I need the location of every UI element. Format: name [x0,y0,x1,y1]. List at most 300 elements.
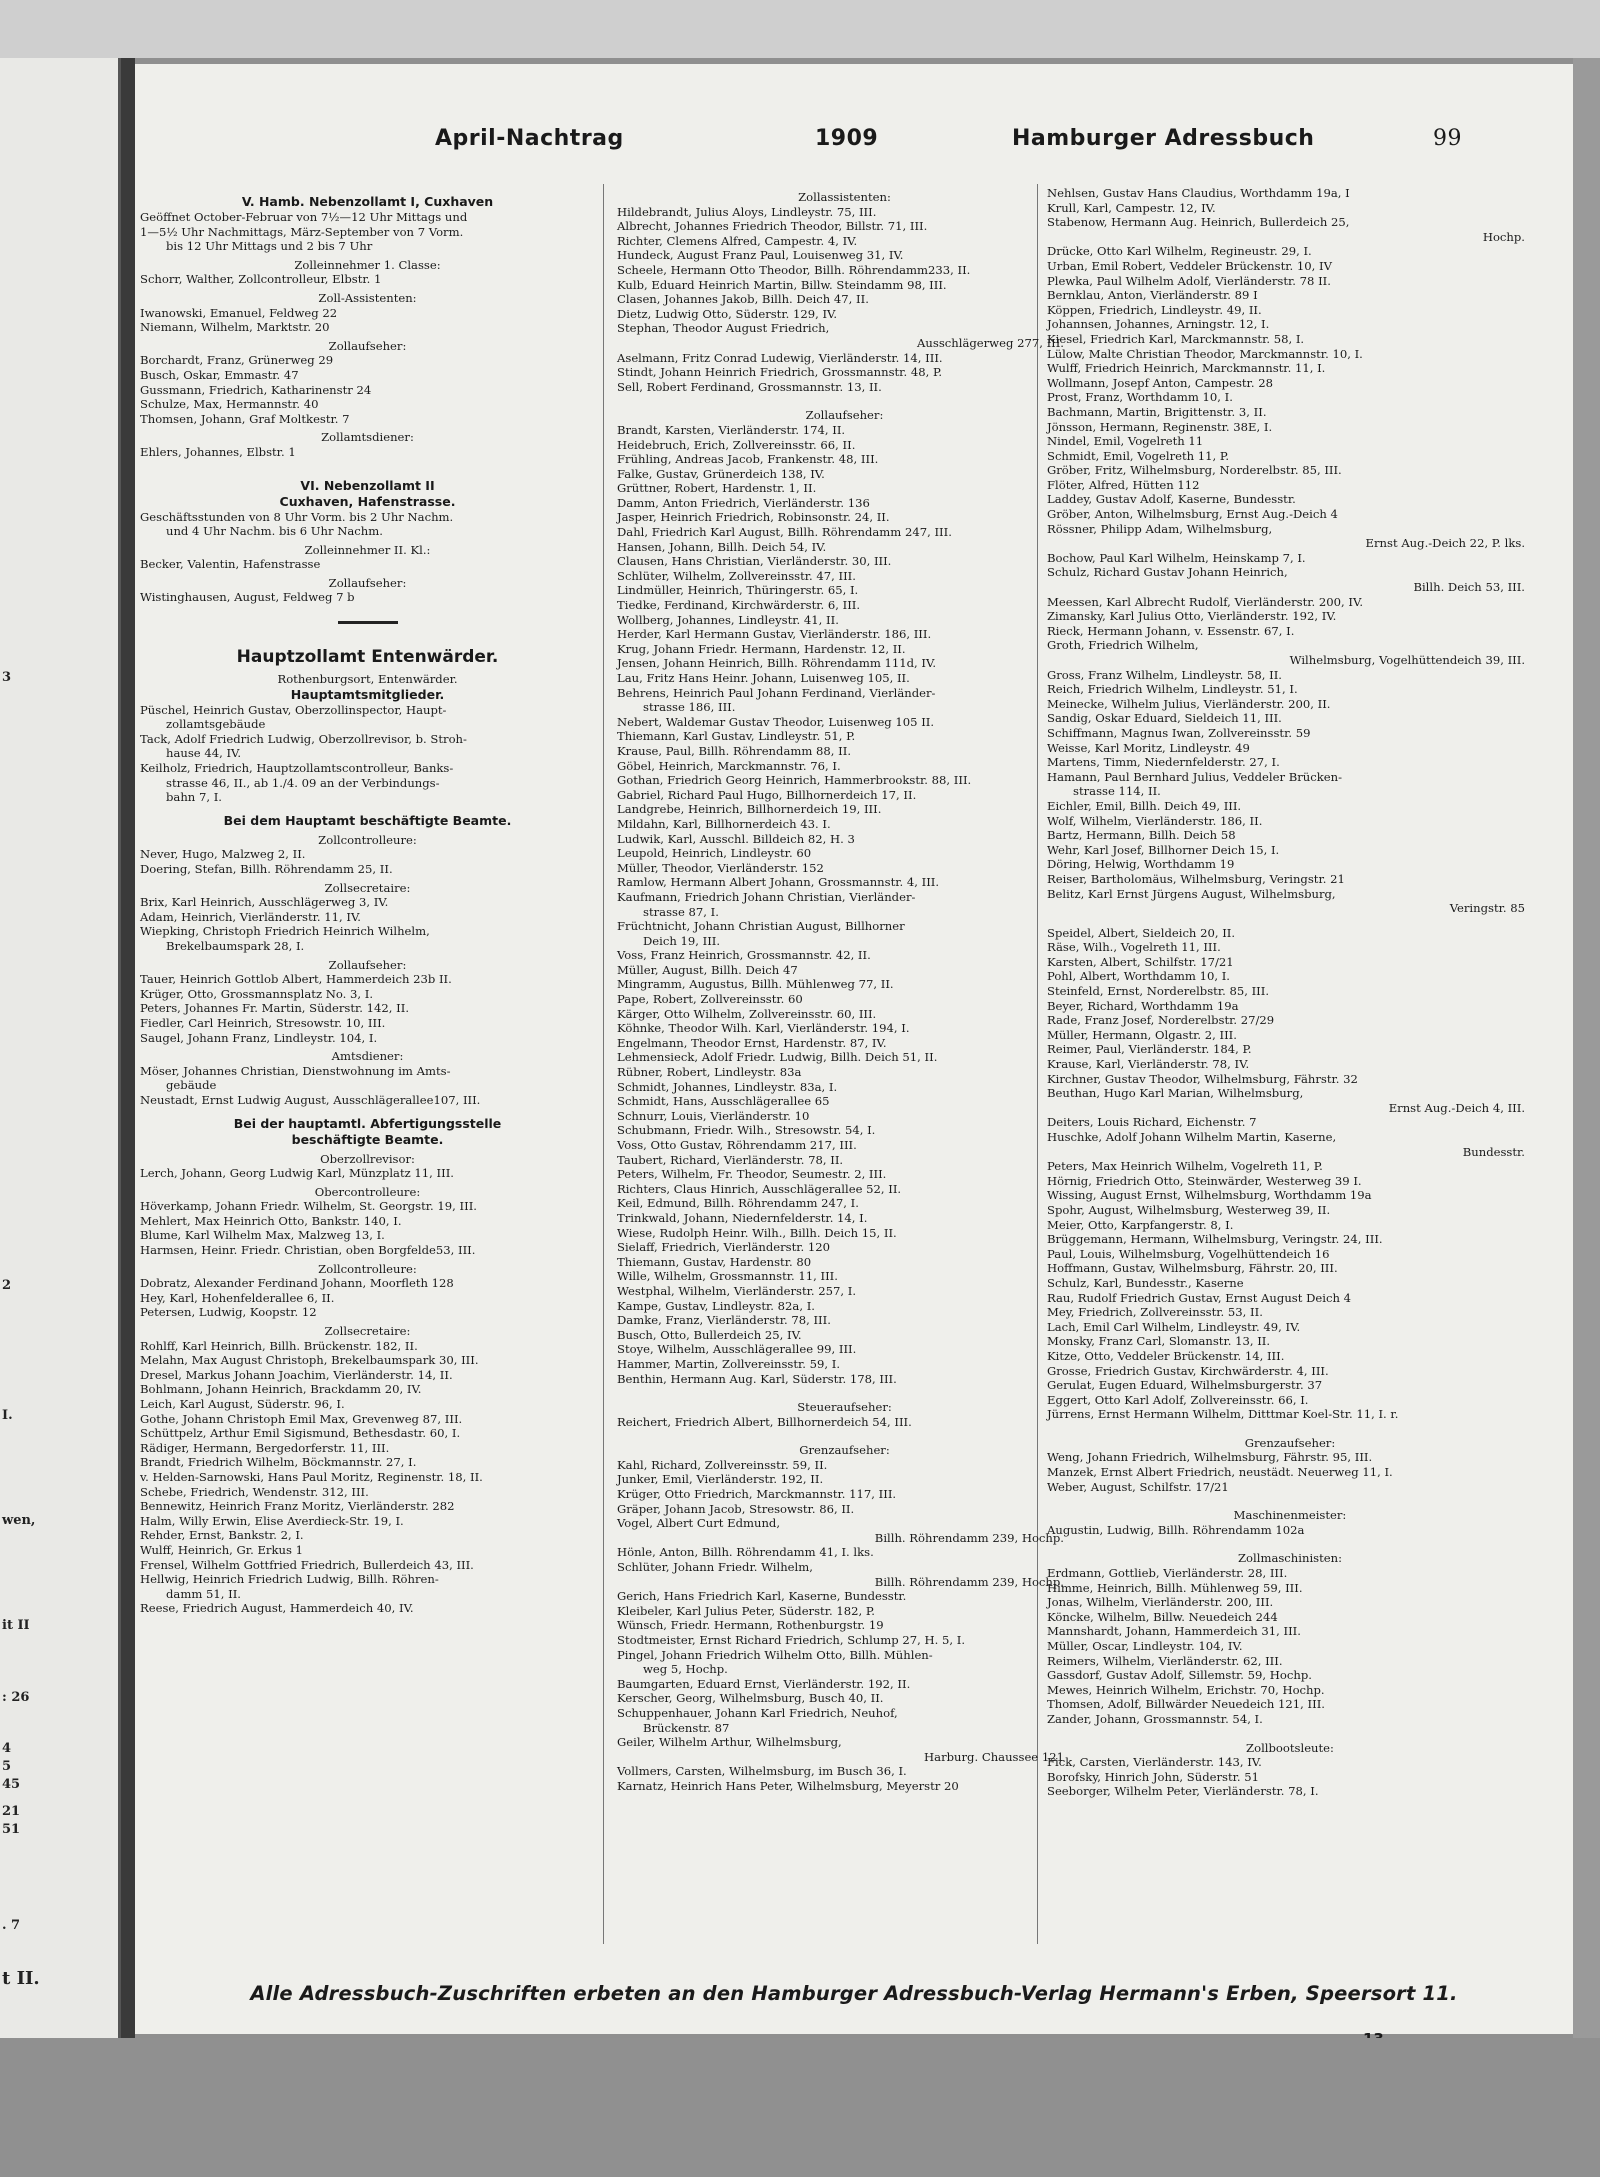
entry-line: Gräper, Johann Jacob, Stresowstr. 86, II. [617,1501,855,1516]
entry-line: Gerich, Hans Friedrich Karl, Kaserne, Bundesstr. [617,1589,907,1604]
entry-line: Reese, Friedrich August, Hammerdeich 40, IV. [140,1601,414,1616]
entry-line: Urban, Emil Robert, Veddeler Brückenstr. 10, IV [1047,258,1332,273]
entry-line: Krause, Karl, Vierländerstr. 78, IV. [1047,1057,1250,1072]
entry-line: Busch, Otto, Bullerdeich 25, IV. [617,1327,802,1342]
entry-line: Borchardt, Franz, Grünerweg 29 [140,353,334,368]
section-subheading: Zollamtsdiener: [321,430,414,445]
entry-line: Clasen, Johannes Jakob, Billh. Deich 47, II. [617,292,869,307]
left-fragment: it II [2,1618,30,1633]
section-subheading: Oberzollrevisor: [320,1151,415,1166]
entry-continuation: Deich 19, III. [643,933,721,948]
entry-line: Halm, Willy Erwin, Elise Averdieck-Str. 19, I. [140,1513,404,1528]
left-fragment: wen, [2,1513,36,1528]
header-left: April-Nachtrag [435,126,624,151]
entry-line: Stoye, Wilhelm, Ausschlägerallee 99, III. [617,1342,857,1357]
entry-line: Tauer, Heinrich Gottlob Albert, Hammerdeich 23b II. [140,972,452,987]
section-subheading: Zollaufseher: [328,575,407,590]
entry-line: Bartz, Hermann, Billh. Deich 58 [1047,828,1236,843]
section-subheading: Zollcontrolleure: [318,832,417,847]
entry-line: Augustin, Ludwig, Billh. Röhrendamm 102a [1047,1522,1305,1537]
entry-continuation: strasse 114, II. [1073,784,1161,799]
entry-line: Köhnke, Theodor Wilh. Karl, Vierländerstr. 194, I. [617,1021,910,1036]
entry-continuation: damm 51, II. [166,1586,241,1601]
section-subheading: Zollsecretaire: [324,880,411,895]
entry-line: Wolf, Wilhelm, Vierländerstr. 186, II. [1047,813,1263,828]
entry-line: Thomsen, Johann, Graf Moltkestr. 7 [140,411,350,426]
entry-line: Baumgarten, Eduard Ernst, Vierländerstr. 192, II. [617,1676,911,1691]
entry-line: Kaufmann, Friedrich Johann Christian, Vierländer- [617,889,916,904]
entry-line: Becker, Valentin, Hafenstrasse [140,557,321,572]
entry-line: Pape, Robert, Zollvereinsstr. 60 [617,992,803,1007]
entry-line: Schlüter, Johann Friedr. Wilhelm, [617,1560,813,1575]
entry-line: Seeborger, Wilhelm Peter, Vierländerstr. 78, I. [1047,1784,1319,1799]
section-heading: Bei der hauptamtl. Abfertigungsstelle [233,1115,502,1131]
entry-line: Sandig, Oskar Eduard, Sieldeich 11, III. [1047,711,1282,726]
entry-line: Weng, Johann Friedrich, Wilhelmsburg, Fährstr. 95, III. [1047,1450,1373,1465]
entry-line: Melahn, Max August Christoph, Brekelbaumspark 30, III. [140,1353,479,1368]
entry-line: Schlüter, Wilhelm, Zollvereinsstr. 47, III. [617,568,856,583]
entry-line: Mingramm, Augustus, Billh. Mühlenweg 77, II. [617,977,894,992]
left-fragment: 5 [2,1759,12,1774]
entry-line: Krüger, Otto Friedrich, Marckmannstr. 117, III. [617,1487,897,1502]
left-fragment: 4 [2,1741,12,1756]
entry-line: Schulze, Max, Hermannstr. 40 [140,397,319,412]
entry-line: Erdmann, Gottlieb, Vierländerstr. 28, III. [1047,1566,1288,1581]
entry-line: Lehmensieck, Adolf Friedr. Ludwig, Billh. Deich 51, II. [617,1050,938,1065]
entry-line: Kulb, Eduard Heinrich Martin, Billw. Steindamm 98, III. [617,277,947,292]
entry-line: Meinecke, Wilhelm Julius, Vierländerstr. 200, II. [1047,696,1331,711]
left-fragment: 45 [2,1777,21,1792]
entry-line: Wiese, Rudolph Heinr. Wilh., Billh. Deich 15, II. [617,1225,897,1240]
entry-line: Gussmann, Friedrich, Katharinenstr 24 [140,382,372,397]
entry-continuation: Billh. Deich 53, III. [1413,580,1525,595]
entry-line: Gross, Franz Wilhelm, Lindleystr. 58, II. [1047,667,1282,682]
entry-line: Weber, August, Schilfstr. 17/21 [1047,1479,1229,1494]
entry-line: Meessen, Karl Albrecht Rudolf, Vierländerstr. 200, IV. [1047,594,1364,609]
section-subheading: Zollaufseher: [328,957,407,972]
entry-line: Hundeck, August Franz Paul, Louisenweg 31, IV. [617,248,904,263]
entry-line: Taubert, Richard, Vierländerstr. 78, II. [617,1152,844,1167]
entry-line: Jensen, Johann Heinrich, Billh. Röhrendamm 111d, IV. [617,656,937,671]
entry-line: Geschäftsstunden von 8 Uhr Vorm. bis 2 Uhr Nachm. [140,509,454,524]
entry-line: Nebert, Waldemar Gustav Theodor, Luisenweg 105 II. [617,714,935,729]
entry-line: Krüger, Otto, Grossmannsplatz No. 3, I. [140,986,374,1001]
entry-line: Behrens, Heinrich Paul Johann Ferdinand, Vierländer- [617,685,936,700]
entry-line: Richter, Clemens Alfred, Campestr. 4, IV. [617,233,858,248]
running-head [135,126,1573,166]
footer-notice: Alle Adressbuch-Zuschriften erbeten an den Hamburger Adressbuch-Verlag Hermann's Erben, Speersort 11. [250,1982,1458,2005]
entry-line: Kiesel, Friedrich Karl, Marckmannstr. 58, I. [1047,331,1305,346]
entry-line: Saugel, Johann Franz, Lindleystr. 104, I. [140,1030,378,1045]
entry-continuation: bis 12 Uhr Mittags und 2 bis 7 Uhr [166,239,373,254]
entry-line: Karnatz, Heinrich Hans Peter, Wilhelmsburg, Meyerstr 20 [617,1778,959,1793]
entry-line: Krull, Karl, Campestr. 12, IV. [1047,200,1216,215]
entry-line: Tack, Adolf Friedrich Ludwig, Oberzollrevisor, b. Stroh- [140,731,467,746]
entry-line: Pohl, Albert, Worthdamm 10, I. [1047,969,1230,984]
spacer [1047,1727,1533,1737]
divider-rule [338,621,398,624]
entry-line: Hörnig, Friedrich Otto, Steinwärder, Westerweg 39 I. [1047,1173,1362,1188]
entry-continuation: strasse 46, II., ab 1./4. 09 an der Verbindungs- [166,775,440,790]
entry-line: Rau, Rudolf Friedrich Gustav, Ernst August Deich 4 [1047,1290,1351,1305]
entry-line: Rädiger, Hermann, Bergedorferstr. 11, III. [140,1440,390,1455]
entry-line: Harmsen, Heinr. Friedr. Christian, oben Borgfelde53, III. [140,1243,476,1258]
entry-line: Mehlert, Max Heinrich Otto, Bankstr. 140, I. [140,1213,402,1228]
entry-line: v. Helden-Sarnowski, Hans Paul Moritz, Reginenstr. 18, II. [140,1469,483,1484]
entry-continuation: strasse 186, III. [643,700,736,715]
entry-line: Bohlmann, Johann Heinrich, Brackdamm 20, IV. [140,1382,422,1397]
section-subheading: Zollaufseher: [328,338,407,353]
column-2 [617,186,1072,1946]
entry-continuation: Hochp. [1482,229,1525,244]
entry-line: Martens, Timm, Niedernfelderstr. 27, I. [1047,755,1280,770]
section-subheading: Zollassistenten: [798,190,891,204]
entry-continuation: Brekelbaumspark 28, I. [166,938,305,953]
entry-line: Lau, Fritz Hans Heinr. Johann, Luisenweg 105, II. [617,671,910,685]
entry-continuation: gebäude [166,1078,217,1093]
entry-line: Belitz, Karl Ernst Jürgens August, Wilhelmsburg, [1047,886,1336,901]
entry-line: Steinfeld, Ernst, Norderelbstr. 85, III. [1047,984,1270,999]
entry-continuation: zollamtsgebäude [166,717,266,732]
entry-line: Dahl, Friedrich Karl August, Billh. Röhrendamm 247, III. [617,525,952,540]
spacer [1047,1494,1533,1504]
entry-line: Müller, Oscar, Lindleystr. 104, IV. [1047,1639,1243,1653]
entry-line: Jönsson, Hermann, Reginenstr. 38E, I. [1047,419,1273,434]
entry-line: Aselmann, Fritz Conrad Ludewig, Vierländerstr. 14, III. [617,350,943,365]
left-fragment: : 26 [2,1690,30,1705]
entry-line: Voss, Franz Heinrich, Grossmannstr. 42, II. [617,948,871,963]
entry-line: Groth, Friedrich Wilhelm, [1047,638,1199,653]
entry-line: Sell, Robert Ferdinand, Grossmannstr. 13, II. [617,379,882,394]
entry-line: Schuppenhauer, Johann Karl Friedrich, Neuhof, [617,1705,898,1720]
entry-line: Lülow, Malte Christian Theodor, Marckmannstr. 10, I. [1047,346,1363,361]
entry-line: Hildebrandt, Julius Aloys, Lindleystr. 75, III. [617,204,877,219]
left-fragment: . 7 [2,1918,21,1933]
entry-line: Reiser, Bartholomäus, Wilhelmsburg, Veringstr. 21 [1047,871,1345,886]
entry-line: Beuthan, Hugo Karl Marian, Wilhelmsburg, [1047,1086,1304,1101]
entry-line: Kahl, Richard, Zollvereinsstr. 59, II. [617,1457,828,1472]
spacer [617,1429,1072,1439]
entry-line: Plewka, Paul Wilhelm Adolf, Vierländerstr. 78 II. [1047,273,1331,288]
entry-line: Brandt, Karsten, Vierländerstr. 174, II. [617,422,846,437]
entry-line: Göbel, Heinrich, Marckmannstr. 76, I. [617,758,841,773]
left-fragment: 51 [2,1822,21,1837]
scan-right-edge [1573,58,1600,2177]
entry-line: Doering, Stefan, Billh. Röhrendamm 25, II. [140,862,393,876]
entry-line: Jasper, Heinrich Friedrich, Robinsonstr. 24, II. [617,510,890,525]
entry-line: Köncke, Wilhelm, Billw. Neuedeich 244 [1047,1609,1278,1624]
section-subheading: Steueraufseher: [797,1400,892,1415]
scan-background [0,0,1600,58]
entry-line: Jonas, Wilhelm, Vierländerstr. 200, III. [1047,1595,1274,1610]
entry-continuation: Bundesstr. [1462,1144,1525,1159]
entry-line: Damm, Anton Friedrich, Vierländerstr. 136 [617,495,870,510]
header-year: 1909 [815,126,879,151]
entry-line: Rössner, Philipp Adam, Wilhelmsburg, [1047,521,1273,536]
entry-line: Stindt, Johann Heinrich Friedrich, Grossmannstr. 48, P. [617,365,943,380]
entry-line: Wehr, Karl Josef, Billhorner Deich 15, I. [1047,842,1280,857]
entry-line: Schorr, Walther, Zollcontrolleur, Elbstr. 1 [140,272,382,287]
entry-line: Peters, Wilhelm, Fr. Theodor, Seumestr. 2, III. [617,1167,887,1182]
entry-continuation: hause 44, IV. [166,746,242,761]
entry-line: Müller, Theodor, Vierländerstr. 152 [617,860,824,875]
entry-line: Herder, Karl Hermann Gustav, Vierländerstr. 186, III. [617,627,932,642]
entry-line: Schiffmann, Magnus Iwan, Zollvereinsstr. 59 [1047,725,1311,740]
entry-line: Kerscher, Georg, Wilhelmsburg, Busch 40, II. [617,1691,884,1706]
section-subheading: Zollsecretaire: [324,1324,411,1339]
entry-line: Himme, Heinrich, Billh. Mühlenweg 59, III. [1047,1580,1303,1595]
entry-line: Wünsch, Friedr. Hermann, Rothenburgstr. 19 [617,1618,884,1633]
entry-line: Räse, Wilh., Vogelreth 11, III. [1047,940,1221,955]
entry-line: Köppen, Friedrich, Lindleystr. 49, II. [1047,302,1262,317]
section-heading: V. Hamb. Nebenzollamt I, Cuxhaven [241,194,494,209]
section-subheading: Amtsdiener: [331,1049,404,1064]
entry-line: Müller, Hermann, Olgastr. 2, III. [1047,1027,1237,1042]
entry-line: Gröber, Fritz, Wilhelmsburg, Norderelbstr. 85, III. [1047,463,1342,478]
entry-line: Meier, Otto, Karpfangerstr. 8, I. [1047,1217,1234,1232]
entry-line: Dietz, Ludwig Otto, Süderstr. 129, IV. [617,306,838,321]
entry-line: Junker, Emil, Vierländerstr. 192, II. [617,1472,824,1487]
entry-line: Schmidt, Johannes, Lindleystr. 83a, I. [617,1079,838,1094]
entry-line: Deiters, Louis Richard, Eichenstr. 7 [1047,1115,1257,1130]
entry-line: Jürrens, Ernst Hermann Wilhelm, Ditttmar Koel-Str. 11, I. r. [1047,1407,1399,1422]
entry-continuation: Ernst Aug.-Deich 4, III. [1388,1100,1525,1115]
entry-line: Reimers, Wilhelm, Vierländerstr. 62, III. [1047,1653,1283,1668]
entry-line: Engelmann, Theodor Ernst, Hardenstr. 87, IV. [617,1035,887,1050]
entry-continuation: und 4 Uhr Nachm. bis 6 Uhr Nachm. [166,524,383,539]
entry-line: Kampe, Gustav, Lindleystr. 82a, I. [617,1298,815,1313]
column-1 [140,186,595,1946]
entry-continuation: Veringstr. 85 [1449,901,1525,916]
entry-line: Manzek, Ernst Albert Friedrich, neustädt. Neuerweg 11, I. [1047,1465,1393,1480]
entry-line: Borofsky, Hinrich John, Süderstr. 51 [1047,1769,1260,1784]
entry-line: Clausen, Hans Christian, Vierländerstr. 30, III. [617,554,892,569]
entry-line: Hey, Karl, Hohenfelderallee 6, II. [140,1290,335,1305]
entry-line: Prost, Franz, Worthdamm 10, I. [1047,390,1233,405]
entry-line: Mildahn, Karl, Billhornerdeich 43. I. [617,816,831,831]
entry-continuation: Brückenstr. 87 [643,1720,730,1735]
entry-line: Bennewitz, Heinrich Franz Moritz, Vierländerstr. 282 [140,1499,455,1514]
entry-line: Schulz, Karl, Bundesstr., Kaserne [1047,1275,1244,1290]
section-subheading: Zollbootsleute: [1246,1740,1334,1755]
spacer [140,460,595,470]
entry-line: Laddey, Gustav Adolf, Kaserne, Bundesstr. [1047,492,1296,507]
entry-line: Leupold, Heinrich, Lindleystr. 60 [617,846,812,861]
entry-continuation: Wilhelmsburg, Vogelhüttendeich 39, III. [1289,653,1525,667]
entry-line: Möser, Johannes Christian, Dienstwohnung im Amts- [140,1063,451,1078]
entry-line: Rehder, Ernst, Bankstr. 2, I. [140,1528,304,1543]
entry-line: Hellwig, Heinrich Friedrich Ludwig, Billh. Röhren- [140,1572,439,1587]
section-subheading: Grenzaufseher: [799,1443,890,1458]
scan-bottom-edge [0,2038,1600,2177]
section-subheading: Zollcontrolleure: [318,1261,417,1276]
entry-line: Kärger, Otto Wilhelm, Zollvereinsstr. 60, III. [617,1006,877,1021]
entry-line: Keilholz, Friedrich, Hauptzollamtscontrolleur, Banks- [140,761,454,776]
section-subheading: Zollaufseher: [805,408,884,423]
spacer [1047,916,1533,926]
entry-line: Kitze, Otto, Veddeler Brückenstr. 14, III. [1047,1348,1285,1363]
entry-line: Fick, Carsten, Vierländerstr. 143, IV. [1047,1755,1262,1770]
entry-line: Schubmann, Friedr. Wilh., Stresowstr. 54, I. [617,1123,876,1138]
office-heading: Hauptzollamt Entenwärder. [236,647,499,668]
entry-line: Wollmann, Josepf Anton, Campestr. 28 [1047,375,1273,390]
section-heading: beschäftigte Beamte. [291,1131,444,1147]
entry-line: Scheele, Hermann Otto Theodor, Billh. Röhrendamm233, II. [617,262,971,277]
entry-line: Eichler, Emil, Billh. Deich 49, III. [1047,798,1242,813]
entry-line: Mey, Friedrich, Zollvereinsstr. 53, II. [1047,1305,1263,1320]
entry-continuation: Harburg. Chaussee 121 [924,1749,1064,1764]
entry-line: Blume, Karl Wilhelm Max, Malzweg 13, I. [140,1228,385,1243]
entry-line: Thomsen, Adolf, Billwärder Neuedeich 121, III. [1047,1697,1325,1712]
entry-line: Schüttpelz, Arthur Emil Sigismund, Bethesdastr. 60, I. [140,1426,461,1441]
entry-line: Stephan, Theodor August Friedrich, [617,321,830,336]
section-subheading: Zollmaschinisten: [1238,1551,1342,1566]
entry-line: Gabriel, Richard Paul Hugo, Billhornerdeich 17, II. [617,787,917,802]
entry-line: Schnurr, Louis, Vierländerstr. 10 [617,1108,810,1123]
entry-line: Müller, August, Billh. Deich 47 [617,962,798,977]
entry-line: Benthin, Hermann Aug. Karl, Süderstr. 178, III. [617,1371,897,1386]
entry-line: Ramlow, Hermann Albert Johann, Grossmannstr. 4, III. [617,875,940,890]
entry-line: Voss, Otto Gustav, Röhrendamm 217, III. [617,1138,857,1152]
entry-line: Nindel, Emil, Vogelreth 11 [1047,434,1204,449]
page [135,64,1573,2034]
entry-line: Geöffnet October-Februar von 7½—12 Uhr Mittags und [140,210,468,224]
entry-line: Speidel, Albert, Sieldeich 20, II. [1047,925,1236,940]
entry-line: Krause, Paul, Billh. Röhrendamm 88, II. [617,743,852,758]
entry-line: Pingel, Johann Friedrich Wilhelm Otto, Billh. Mühlen- [617,1647,933,1662]
entry-line: Schmidt, Emil, Vogelreth 11, P. [1047,448,1230,463]
header-title: Hamburger Adressbuch [1012,126,1315,151]
entry-line: Fiedler, Carl Heinrich, Stresowstr. 10, III. [140,1015,386,1030]
entry-continuation: Ernst Aug.-Deich 22, P. lks. [1365,536,1525,551]
entry-line: Geiler, Wilhelm Arthur, Wilhelmsburg, [617,1735,842,1750]
entry-line: Lach, Emil Carl Wilhelm, Lindleystr. 49, IV. [1047,1319,1301,1334]
section-subheading: Zolleinnehmer II. Kl.: [304,542,431,557]
spacer [1047,1422,1533,1432]
spacer [617,394,1072,404]
entry-line: Brix, Karl Heinrich, Ausschlägerweg 3, IV. [140,895,389,910]
entry-line: Frühling, Andreas Jacob, Frankenstr. 48, III. [617,452,879,467]
entry-line: Stabenow, Hermann Aug. Heinrich, Bullerdeich 25, [1047,215,1350,230]
entry-line: Wistinghausen, August, Feldweg 7 b [140,590,355,605]
entry-line: Ludwik, Karl, Ausschl. Billdeich 82, H. 3 [617,831,855,846]
entry-continuation: Ausschlägerweg 277, III. [917,335,1064,350]
entry-line: Hönle, Anton, Billh. Röhrendamm 41, I. lks. [617,1545,874,1560]
entry-line: Neustadt, Ernst Ludwig August, Ausschlägerallee107, III. [140,1092,481,1107]
entry-line: Mewes, Heinrich Wilhelm, Erichstr. 70, Hochp. [1047,1682,1325,1697]
entry-line: Weisse, Karl Moritz, Lindleystr. 49 [1047,740,1250,755]
left-fragment: 21 [2,1804,21,1819]
entry-line: Monsky, Franz Carl, Slomanstr. 13, II. [1047,1334,1271,1349]
entry-line: Keil, Edmund, Billh. Röhrendamm 247, I. [617,1196,859,1211]
entry-line: Reichert, Friedrich Albert, Billhornerdeich 54, III. [617,1414,912,1429]
column-rule [603,184,604,1944]
entry-line: Ehlers, Johannes, Elbstr. 1 [140,444,296,459]
section-subheading: Zoll-Assistenten: [318,290,417,305]
entry-line: Gothan, Friedrich Georg Heinrich, Hammerbrookstr. 88, III. [617,773,972,788]
entry-line: Reimer, Paul, Vierländerstr. 184, P. [1047,1042,1252,1057]
entry-line: Bochow, Paul Karl Wilhelm, Heinskamp 7, I. [1047,550,1306,565]
entry-line: Never, Hugo, Malzweg 2, II. [140,847,306,862]
entry-line: Wissing, August Ernst, Wilhelmsburg, Worthdamm 19a [1047,1188,1372,1203]
entry-line: Frensel, Wilhelm Gottfried Friedrich, Bullerdeich 43, III. [140,1557,474,1572]
entry-line: Hamann, Paul Bernhard Julius, Veddeler Brücken- [1047,769,1342,784]
entry-line: Busch, Oskar, Emmastr. 47 [140,367,299,382]
entry-line: Leich, Karl August, Süderstr. 96, I. [140,1397,345,1411]
entry-line: Lerch, Johann, Georg Ludwig Karl, Münzplatz 11, III. [140,1166,454,1181]
section-subheading: Grenzaufseher: [1244,1435,1336,1450]
entry-line: Hoffmann, Gustav, Wilhelmsburg, Fährstr. 20, III. [1047,1261,1338,1276]
entry-line: Wiepking, Christoph Friedrich Heinrich Wilhelm, [140,924,430,939]
section-subheading: Rothenburgsort, Entenwärder. [277,672,458,687]
entry-line: Mannshardt, Johann, Hammerdeich 31, III. [1047,1624,1301,1639]
entry-line: Damke, Franz, Vierländerstr. 78, III. [617,1313,831,1328]
entry-line: Schmidt, Hans, Ausschlägerallee 65 [617,1094,830,1109]
book-gutter [121,58,135,2038]
entry-line: Bernklau, Anton, Vierländerstr. 89 I [1047,288,1258,303]
left-page-edge [0,58,121,2038]
entry-line: Johannsen, Johannes, Arningstr. 12, I. [1047,317,1270,332]
entry-line: Trinkwald, Johann, Niedernfelderstr. 14, I. [617,1210,868,1225]
left-fragment: 3 [2,670,12,685]
entry-line: Krug, Johann Friedr. Hermann, Hardenstr. 12, II. [617,641,906,656]
entry-continuation: Billh. Röhrendamm 239, Hochp. [874,1530,1064,1545]
entry-line: Stodtmeister, Ernst Richard Friedrich, Schlump 27, H. 5, I. [617,1633,966,1647]
entry-line: Früchtnicht, Johann Christian August, Billhorner [617,919,905,934]
entry-line: Kirchner, Gustav Theodor, Wilhelmsburg, Fährstr. 32 [1047,1071,1358,1086]
entry-line: Rade, Franz Josef, Norderelbstr. 27/29 [1047,1013,1275,1028]
entry-line: Niemann, Wilhelm, Marktstr. 20 [140,320,330,335]
entry-line: Zimansky, Karl Julius Otto, Vierländerstr. 192, IV. [1047,609,1337,624]
entry-line: Püschel, Heinrich Gustav, Oberzollinspector, Haupt- [140,702,447,717]
section-subheading: Obercontrolleure: [314,1184,421,1199]
section-heading: VI. Nebenzollamt II [300,477,435,493]
entry-line: Gröber, Anton, Wilhelmsburg, Ernst Aug.-Deich 4 [1047,507,1338,522]
section-subheading: Maschinenmeister: [1233,1508,1347,1523]
entry-line: Rieck, Hermann Johann, v. Essenstr. 67, I. [1047,623,1295,638]
entry-line: Paul, Louis, Wilhelmsburg, Vogelhüttendeich 16 [1047,1246,1330,1261]
entry-line: Rübner, Robert, Lindleystr. 83a [617,1065,802,1080]
entry-line: Peters, Max Heinrich Wilhelm, Vogelreth 11, P. [1047,1159,1323,1174]
column-3 [1047,186,1533,1946]
entry-line: Thiemann, Karl Gustav, Lindleystr. 51, P. [617,729,856,744]
entry-line: 1—5½ Uhr Nachmittags, März-September von 7 Vorm. [140,224,464,239]
entry-line: Grüttner, Robert, Hardenstr. 1, II. [617,481,817,496]
entry-line: Thiemann, Gustav, Hardenstr. 80 [617,1254,812,1269]
entry-line: Schulz, Richard Gustav Johann Heinrich, [1047,565,1288,580]
entry-line: Zander, Johann, Grossmannstr. 54, I. [1047,1711,1263,1726]
entry-line: Tiedke, Ferdinand, Kirchwärderstr. 6, III. [617,598,861,613]
entry-line: Heidebruch, Erich, Zollvereinsstr. 66, II. [617,437,856,452]
entry-line: Albrecht, Johannes Friedrich Theodor, Billstr. 71, III. [617,219,928,234]
entry-line: Drücke, Otto Karl Wilhelm, Regineustr. 29, I. [1047,244,1312,259]
entry-line: Spohr, August, Wilhelmsburg, Westerweg 39, II. [1047,1202,1331,1217]
entry-line: Vogel, Albert Curt Edmund, [617,1516,781,1531]
entry-line: Brüggemann, Hermann, Wilhelmsburg, Veringstr. 24, III. [1047,1232,1383,1247]
entry-line: Kleibeler, Karl Julius Peter, Süderstr. 182, P. [617,1603,875,1618]
entry-line: Grosse, Friedrich Gustav, Kirchwärderstr. 4, III. [1047,1363,1329,1378]
entry-continuation: strasse 87, I. [643,904,719,919]
entry-continuation: weg 5, Hochp. [643,1662,728,1677]
entry-line: Höverkamp, Johann Friedr. Wilhelm, St. Georgstr. 19, III. [140,1199,477,1214]
entry-continuation: Billh. Röhrendamm 239, Hochp. [874,1574,1064,1589]
spacer [617,1386,1072,1396]
entry-line: Beyer, Richard, Worthdamm 19a [1047,998,1239,1013]
entry-line: Vollmers, Carsten, Wilhelmsburg, im Busch 36, I. [617,1764,907,1779]
entry-line: Gassdorf, Gustav Adolf, Sillemstr. 59, Hochp. [1047,1668,1312,1683]
entry-line: Westphal, Wilhelm, Vierländerstr. 257, I. [617,1283,857,1298]
entry-line: Landgrebe, Heinrich, Billhornerdeich 19, III. [617,802,882,817]
